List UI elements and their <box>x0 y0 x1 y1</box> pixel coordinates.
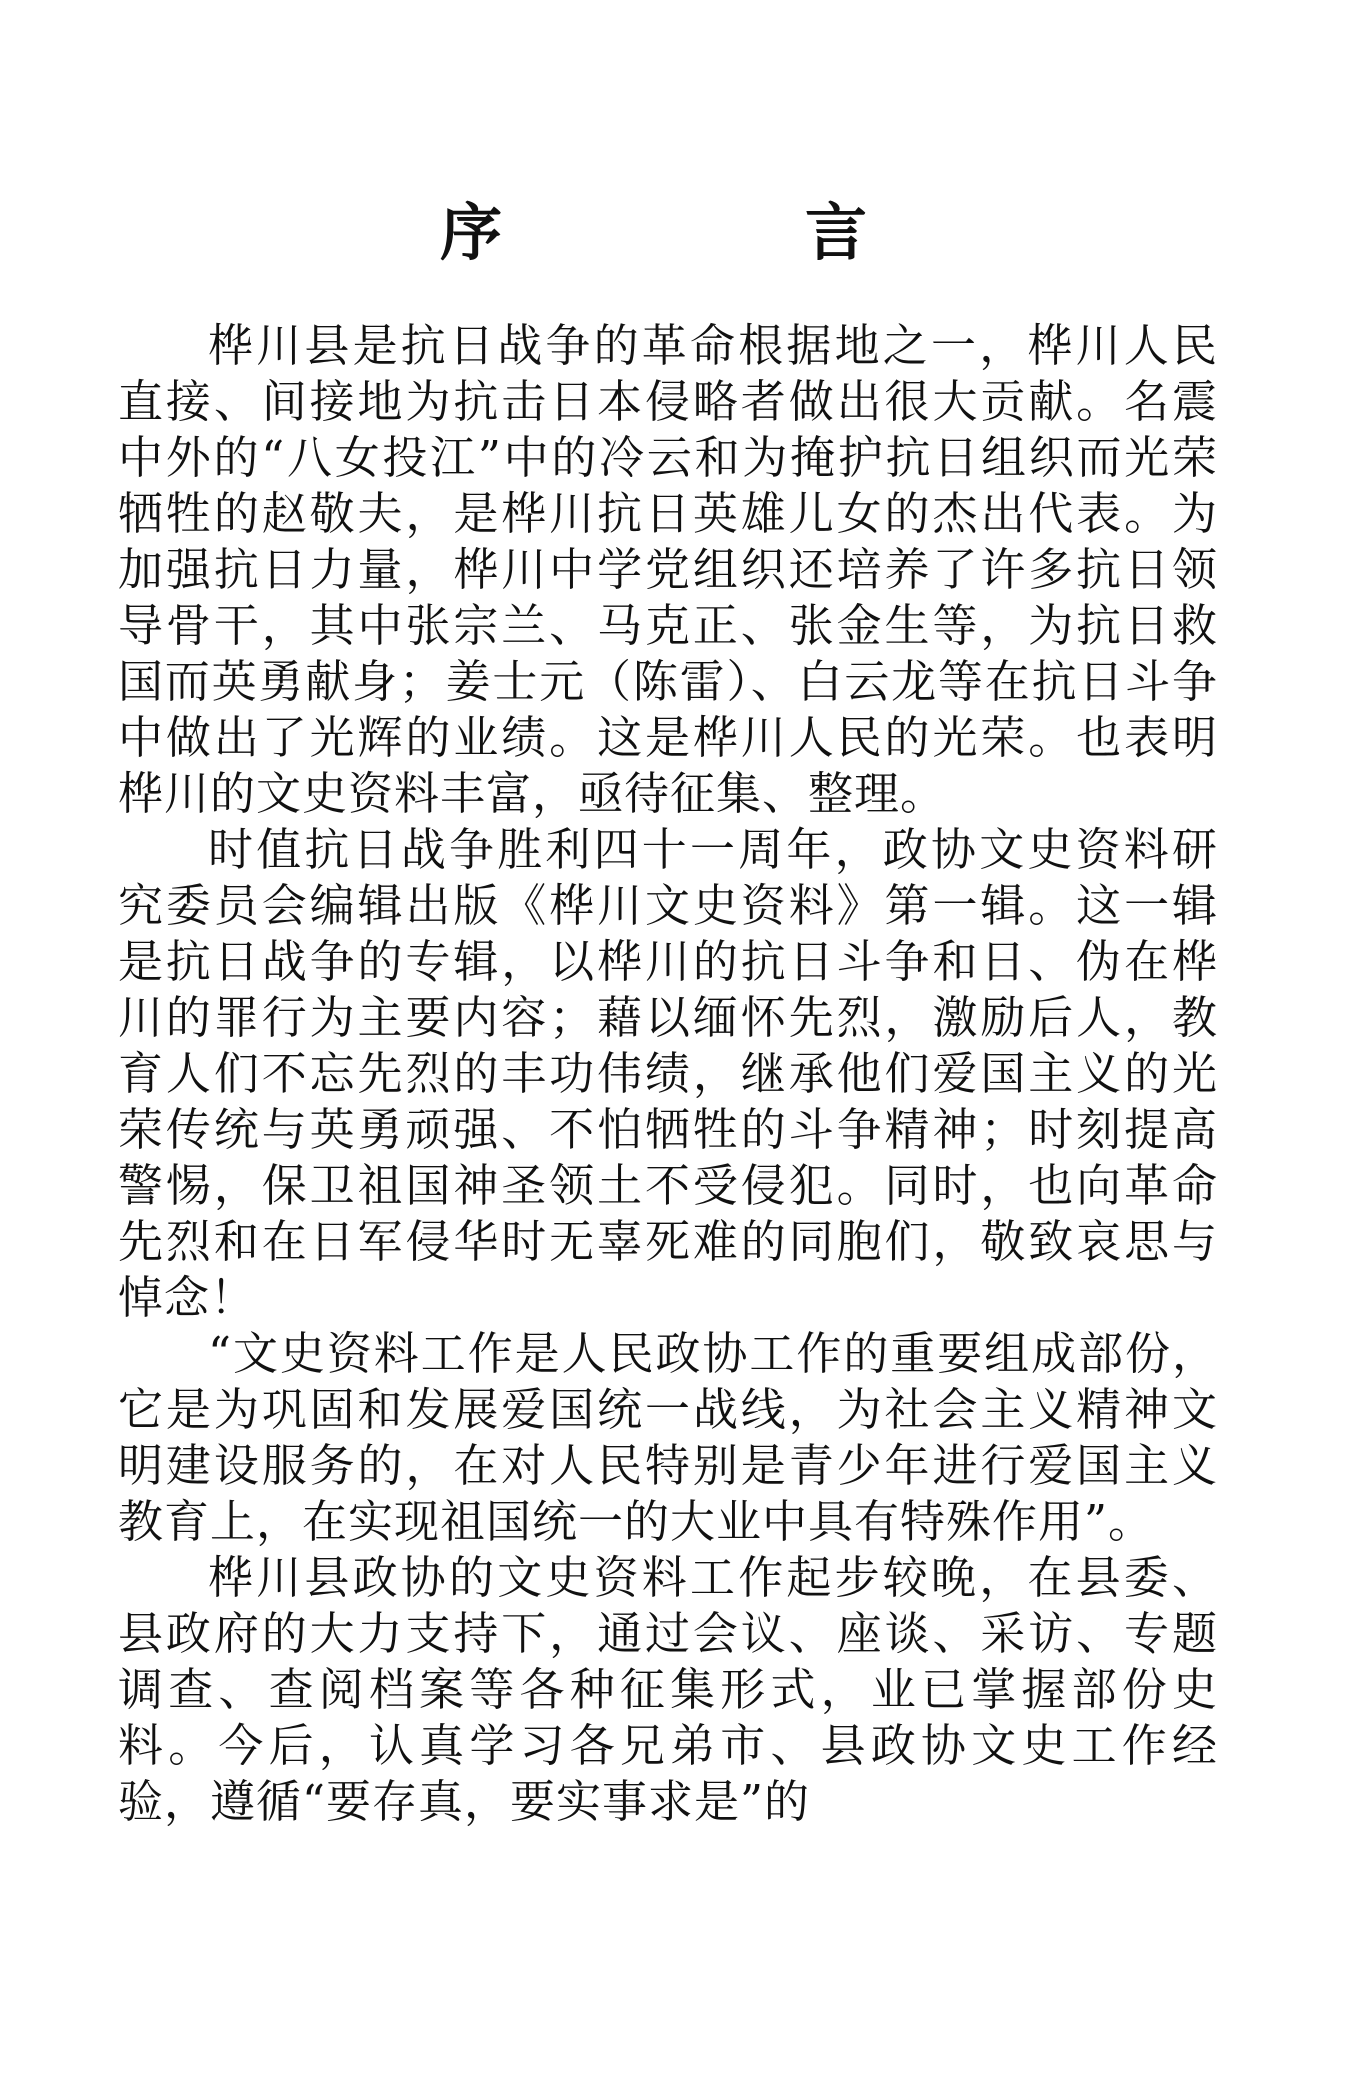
paragraph-2: 时值抗日战争胜利四十一周年，政协文史资料研究委员会编辑出版《桦川文史资料》第一辑。这一辑是抗日战争的专辑，以桦川的抗日斗争和日、伪在桦川的罪行为主要内容；藉以缅怀先烈，激励后人，教育人们不忘先烈的丰功伟绩，继承他们爱国主义的光荣传统与英勇顽强、不怕牺牲的斗争精神；时刻提高警惕，保卫祖国神圣领土不受侵犯。同时，也向革命先烈和在日军侵华时无辜死难的同胞们，敬致哀思与悼念！ <box>118 823 1218 1324</box>
body-text-block <box>118 318 1218 1830</box>
title-char-1: 序 <box>440 196 503 269</box>
paragraph-4: 桦川县政协的文史资料工作起步较晚，在县委、县政府的大力支持下，通过会议、座谈、采访、专题调查、查阅档案等各种征集形式，业已掌握部份史料。今后，认真学习各兄弟市、县政协文史工作经验，遵循“要存真，要实事求是”的 <box>118 1551 1218 1828</box>
paragraph-1: 桦川县是抗日战争的革命根据地之一，桦川人民直接、间接地为抗击日本侵略者做出很大贡献。名震中外的“八女投江”中的冷云和为掩护抗日组织而光荣牺牲的赵敬夫，是桦川抗日英雄儿女的杰出代表。为加强抗日力量，桦川中学党组织还培养了许多抗日领导骨干，其中张宗兰、马克正、张金生等，为抗日救国而英勇献身；姜士元（陈雷）、白云龙等在抗日斗争中做出了光辉的业绩。这是桦川人民的光荣。也表明桦川的文史资料丰富，亟待征集、整理。 <box>118 319 1218 820</box>
paragraph-3: “文史资料工作是人民政协工作的重要组成部份，它是为巩固和发展爱国统一战线，为社会主义精神文明建设服务的，在对人民特别是青少年进行爱国主义教育上，在实现祖国统一的大业中具有特殊作用”。 <box>118 1327 1218 1548</box>
page-title <box>0 188 1347 278</box>
title-char-2: 言 <box>805 196 868 269</box>
